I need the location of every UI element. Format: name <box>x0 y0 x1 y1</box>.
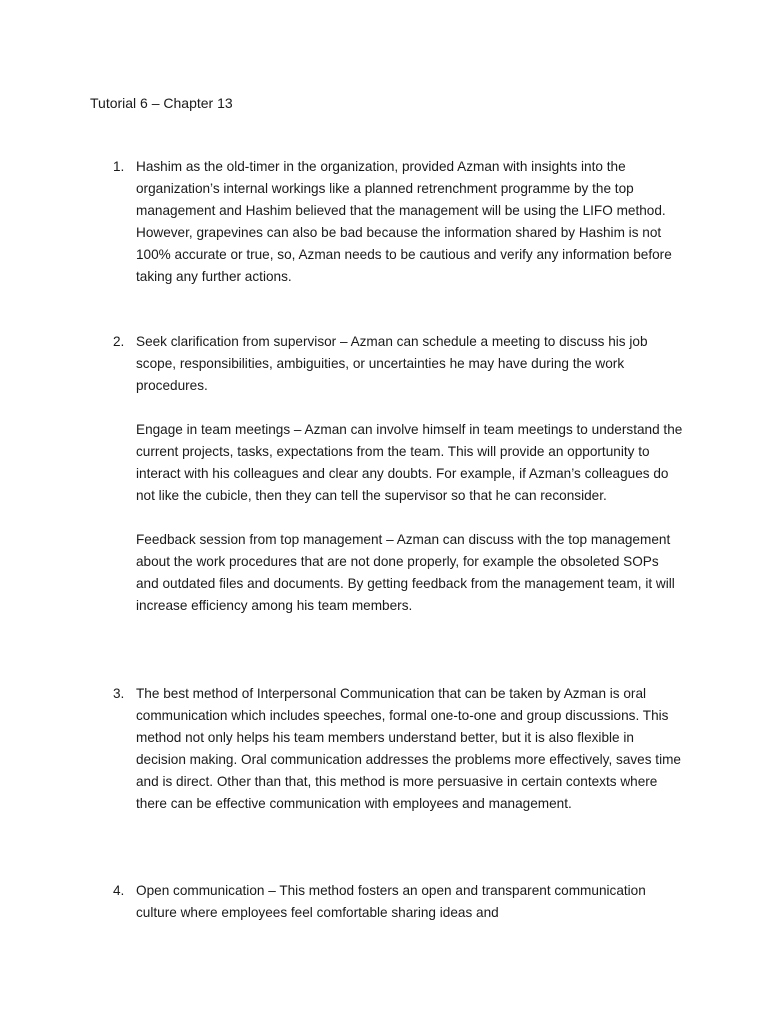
document-title: Tutorial 6 – Chapter 13 <box>90 95 233 111</box>
list-item <box>113 331 683 617</box>
list-item-number: 3. <box>113 686 125 701</box>
list-item-body <box>136 880 683 924</box>
list-item <box>113 156 683 288</box>
list-item-body <box>136 683 683 815</box>
list-item-body <box>136 156 683 288</box>
paragraph: Engage in team meetings – Azman can involve himself in team meetings to understand the current projects, tasks, expectations from the team. This will provide an opportunity to interact with his colleagues and clear any doubts. For example, if Azman’s colleagues do not like the cubicle, then they can tell the supervisor so that he can reconsider. <box>136 422 683 503</box>
list-item-number: 2. <box>113 334 125 349</box>
list-item <box>113 880 683 924</box>
list-item-body <box>136 331 683 617</box>
list-item-number: 1. <box>113 159 125 174</box>
paragraph: Hashim as the old-timer in the organization, provided Azman with insights into the organization’s internal workings like a planned retrenchment programme by the top management and Hashim believed that the management will be using the LIFO method. However, grapevines can also be bad because the information shared by Hashim is not 100% accurate or true, so, Azman needs to be cautious and verify any information before taking any further actions. <box>136 159 672 284</box>
list-item <box>113 683 683 815</box>
list-item-number: 4. <box>113 883 125 898</box>
paragraph: The best method of Interpersonal Communication that can be taken by Azman is oral communication which includes speeches, formal one-to-one and group discussions. This method not only helps his team members understand better, but it is also flexible in decision making. Oral communication addresses the problems more effectively, saves time and is direct. Other than that, this method is more persuasive in certain contexts where there can be effective communication with employees and management. <box>136 686 681 811</box>
paragraph: Open communication – This method fosters an open and transparent communication culture where employees feel comfortable sharing ideas and <box>136 883 646 920</box>
paragraph: Feedback session from top management – Azman can discuss with the top management about the work procedures that are not done properly, for example the obsoleted SOPs and outdated files and documents. By getting feedback from the management team, it will increase efficiency among his team members. <box>136 532 675 613</box>
paragraph: Seek clarification from supervisor – Azman can schedule a meeting to discuss his job scope, responsibilities, ambiguities, or uncertainties he may have during the work procedures. <box>136 334 648 393</box>
